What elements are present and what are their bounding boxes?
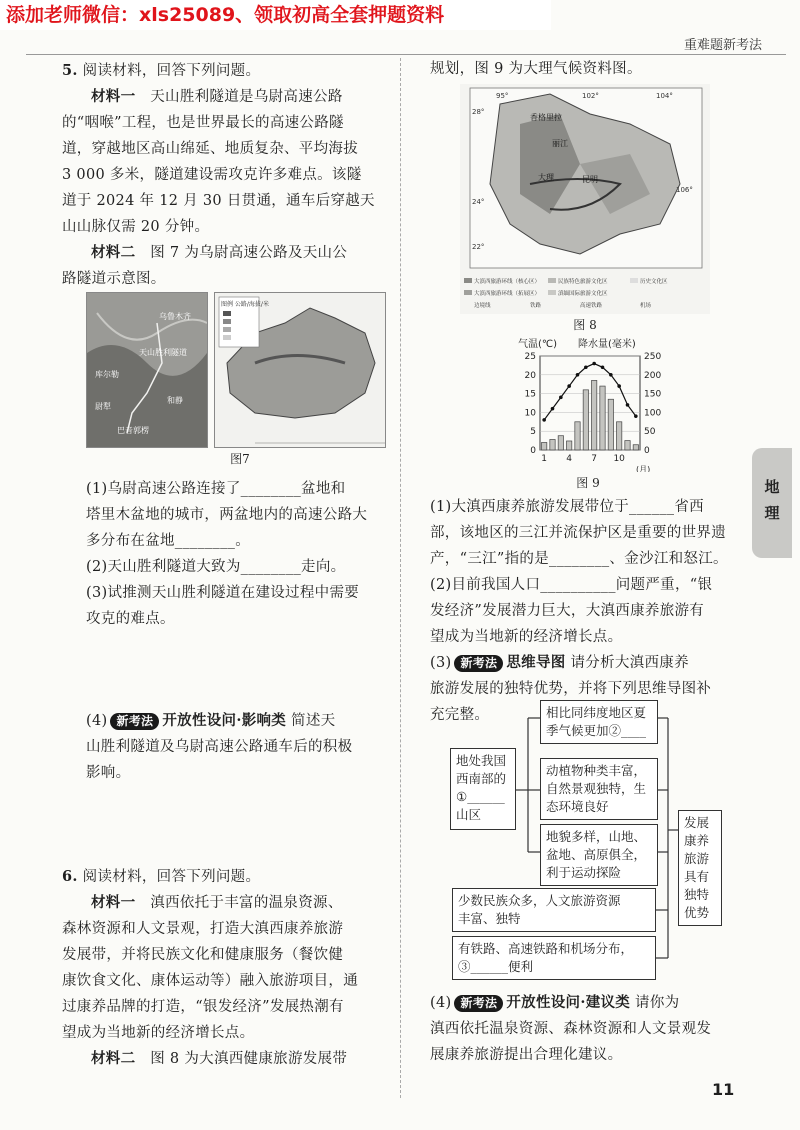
q5-subquestions [86, 476, 396, 632]
map-tick: 24° [472, 198, 485, 206]
figure-9-caption: 图 9 [576, 476, 600, 490]
figure-7-overview-image [215, 293, 385, 447]
temperature-point [576, 373, 580, 377]
map-tick: 95° [496, 92, 509, 100]
chart-ylabel-right: 降水量(毫米) [578, 339, 636, 350]
map-label: 和静 [167, 396, 183, 405]
figure-8-map [460, 84, 710, 314]
map-label: 天山胜利隧道 [139, 348, 187, 357]
q5-m1-line: 的“咽喉”工程，也是世界最长的高速公路隧 [62, 115, 344, 131]
mindmap-text: 独特 [684, 887, 710, 902]
question-5 [62, 58, 392, 292]
q6-sub3-type: 思维导图 [506, 654, 566, 671]
chart-ylabel-left: 气温(℃) [518, 339, 558, 350]
precipitation-bar [608, 399, 613, 450]
fig8-legend-item: 机场 [640, 303, 652, 309]
figure-7-terrain-image [87, 293, 207, 447]
q6-number: 6. [62, 868, 78, 885]
chart-ytick-right: 50 [644, 427, 656, 438]
precipitation-bar [542, 442, 547, 450]
map-label: 尉犁 [95, 402, 111, 411]
map-label: 大理 [538, 173, 554, 182]
mindmap-branch-landform [540, 824, 658, 886]
fig8-legend-item: 大滇西旅游环线（拓展区） [474, 291, 541, 297]
figure-7-caption: 图7 [230, 452, 250, 466]
temperature-point [542, 418, 546, 422]
q5-m1-line: 天山胜利隧道是乌尉高速公路 [150, 89, 343, 105]
precipitation-bar [592, 380, 597, 450]
mindmap-text: 利于运动探险 [546, 865, 622, 880]
map-label: 乌鲁木齐 [159, 312, 191, 321]
temperature-point [609, 373, 613, 377]
chart-xtick: 7 [591, 454, 598, 464]
precipitation-bar [633, 445, 638, 450]
temperature-point [634, 414, 638, 418]
q5-m1-line: 3 000 多米，隧道建设需攻克许多难点。该隧 [62, 167, 362, 183]
map-label: 巴音郭楞 [117, 426, 149, 435]
q5-sub4-line: 影响。 [86, 765, 131, 781]
mindmap-text: ①______ [456, 789, 505, 804]
chart-ytick-left: 0 [530, 446, 536, 456]
side-tab-char: 地 [764, 478, 780, 496]
temperature-point [617, 384, 621, 388]
precipitation-bar [567, 441, 572, 450]
new-method-badge: 新考法 [454, 995, 503, 1012]
q6-m1-line: 康饮食文化、康体运动等）融入旅游项目，通 [62, 973, 358, 989]
q6-sub4-line: 展康养旅游提出合理化建议。 [430, 1047, 623, 1063]
temperature-point [626, 403, 630, 407]
temperature-line [544, 364, 636, 420]
q5-material-2 [62, 240, 392, 266]
figure-9-climate-chart [500, 336, 680, 472]
chart-ytick-right: 250 [644, 352, 662, 362]
q6-sub1-line: 产，“三江”指的是________、金沙江和怒江。 [430, 551, 728, 567]
q5-stem [62, 58, 392, 84]
q6-sub4-type: 开放性设问·建议类 [506, 994, 631, 1011]
map-tick: 22° [472, 243, 485, 251]
q6-m2-label: 材料二 [91, 1050, 136, 1067]
q5-sub4 [86, 708, 396, 786]
mindmap-text: 季气候更加②____ [546, 723, 647, 738]
q5-sub4-type: 开放性设问·影响类 [162, 712, 287, 729]
mindmap-text: 丰富、独特 [458, 911, 521, 926]
temperature-point [584, 365, 588, 369]
chart-ytick-right: 0 [644, 446, 650, 456]
q6-m1-line: 过康养品牌的打造，“银发经济”发展热潮有 [62, 999, 344, 1015]
q5-m2-line: 路隧道示意图。 [62, 271, 166, 287]
chart-ytick-left: 10 [524, 408, 536, 419]
q6-sub2-line: (2)目前我国人口__________问题严重，“银 [430, 577, 713, 593]
figure-7-terrain-map [86, 292, 208, 448]
mindmap-text: 山区 [456, 807, 482, 822]
map-label: 香格里拉 [530, 113, 562, 122]
q6-sub2-line: 发经济”发展潜力巨大，大滇西康养旅游有 [430, 603, 705, 619]
q5-number: 5. [62, 62, 78, 79]
fig8-legend-item: 历史文化区 [640, 279, 668, 285]
mindmap-text: 旅游 [684, 851, 710, 866]
mindmap-text: 发展 [684, 815, 710, 830]
chart-xtick: 1 [541, 454, 548, 464]
precipitation-bar [600, 386, 605, 450]
chart-ytick-right: 150 [644, 389, 662, 400]
header-rule [26, 54, 786, 55]
map-tick: 102° [582, 92, 599, 100]
map-tick: 104° [656, 92, 673, 100]
q6-m1-line: 发展带，并将民族文化和健康服务（餐饮健 [62, 947, 344, 963]
fig8-legend-item: 大滇西旅游环线（核心区） [474, 279, 541, 285]
fig7-legend: 图例 公路/海拔/米 [221, 301, 269, 308]
fig8-legend-item: 滇缅国际旅游文化区 [558, 291, 608, 297]
q5-m2-line: 图 7 为乌尉高速公路及天山公 [150, 245, 348, 261]
mindmap-text: 盆地、高原俱全， [546, 847, 647, 862]
q5-m1-label: 材料一 [91, 88, 136, 105]
q5-m1-line: 道，穿越地区高山绵延、地质复杂、平均海拔 [62, 141, 358, 157]
temperature-point [592, 362, 596, 366]
new-method-badge: 新考法 [110, 713, 159, 730]
q5-material-1 [62, 84, 392, 110]
page-number: 11 [712, 1080, 735, 1099]
mindmap-left-node [450, 748, 516, 830]
header-section-title: 重难题新考法 [683, 38, 762, 53]
mindmap-right-node [678, 810, 722, 926]
q6-m1-line: 森林资源和人文景观，打造大滇西康养旅游 [62, 921, 344, 937]
mindmap-text: 少数民族众多，人文旅游资源 [458, 893, 621, 908]
subject-side-tab [752, 448, 792, 558]
precipitation-bar [583, 390, 588, 450]
chart-ytick-right: 200 [644, 370, 662, 381]
q6-m1-line: 望成为当地新的经济增长点。 [62, 1025, 255, 1041]
map-label: 昆明 [582, 175, 598, 184]
mindmap-text: 态环境良好 [546, 799, 609, 814]
q6-sub4-line: 滇西依托温泉资源、森林资源和人文景观发 [430, 1021, 712, 1037]
figure-8-image [460, 84, 710, 314]
map-label: 丽江 [552, 139, 568, 148]
mindmap-text: 地处我国 [456, 753, 507, 768]
side-tab-char: 理 [764, 504, 780, 522]
column-divider [400, 58, 401, 1098]
q6-m1-label: 材料一 [91, 894, 136, 911]
q6-sub3-line: 充完整。 [430, 707, 490, 723]
mindmap-text: 康养 [684, 833, 710, 848]
new-method-badge: 新考法 [454, 655, 503, 672]
precipitation-bar [625, 441, 630, 450]
fig8-legend-item: 民族特色旅游文化区 [558, 279, 608, 285]
q6-stem: 阅读材料，回答下列问题。 [82, 869, 261, 885]
q5-sub4-line: 简述天 [291, 713, 336, 729]
q5-sub1-line: 塔里木盆地的城市，两盆地内的高速公路大 [86, 507, 368, 523]
q5-m1-line: 山山脉仅需 20 分钟。 [62, 219, 210, 235]
mindmap-text: 自然景观独特，生 [546, 781, 647, 796]
q6-sub1-line: (1)大滇西康养旅游发展带位于______省西 [430, 499, 704, 515]
mindmap-text: 具有 [684, 869, 710, 884]
temperature-point [601, 365, 605, 369]
q5-sub3-line: 攻克的难点。 [86, 611, 175, 627]
q6-subquestions [430, 494, 750, 728]
mindmap-branch-transport [452, 936, 656, 980]
q5-m1-line: 道于 2024 年 12 月 30 日贯通，通车后穿越天 [62, 193, 375, 209]
q5-sub4-line: 山胜利隧道及乌尉高速公路通车后的积极 [86, 739, 353, 755]
q5-sub1-line: 多分布在盆地________。 [86, 533, 250, 549]
q6-sub3-line: 旅游发展的独特优势，并将下列思维导图补 [430, 681, 712, 697]
q5-sub1-line: (1)乌尉高速公路连接了________盆地和 [86, 481, 346, 497]
chart-plot-frame [540, 356, 640, 450]
chart-xlabel: (月) [636, 465, 651, 472]
climate-chart-svg [500, 336, 680, 472]
q6-sub4 [430, 990, 750, 1068]
q6-sub4-line: 请你为 [635, 995, 680, 1011]
q6-sub1-line: 部，该地区的三江并流保护区是重要的世界遗 [430, 525, 726, 541]
precipitation-bar [575, 422, 580, 450]
chart-xtick: 4 [566, 454, 573, 464]
chart-ytick-left: 15 [524, 389, 536, 400]
chart-ytick-left: 25 [524, 352, 536, 362]
mindmap-branch-ecology [540, 758, 658, 820]
map-label: 库尔勒 [95, 370, 119, 379]
question-6 [62, 864, 392, 1072]
mindmap-branch-culture [452, 888, 656, 932]
mindmap-text: 动植物种类丰富， [546, 763, 647, 778]
q5-stem-text: 阅读材料，回答下列问题。 [82, 63, 261, 79]
q6-sub3-line: 请分析大滇西康养 [570, 655, 689, 671]
q6-m1-line: 滇西依托于丰富的温泉资源、 [150, 895, 343, 911]
chart-xtick: 10 [613, 454, 625, 464]
precipitation-bar [558, 436, 563, 450]
mindmap-text: ③______便利 [458, 959, 534, 974]
mindmap-branch-climate [540, 700, 658, 744]
figure-8-caption: 图 8 [573, 318, 597, 332]
fig8-legend-item: 铁路 [530, 303, 542, 309]
temperature-point [559, 396, 563, 400]
q6-continued-line: 规划，图 9 为大理气候资料图。 [430, 61, 642, 77]
temperature-point [551, 407, 555, 411]
q5-m2-label: 材料二 [91, 244, 136, 261]
q6-sub3-prefix: (3) [430, 655, 452, 671]
map-tick: 106° [676, 186, 693, 194]
q5-sub3-line: (3)试推测天山胜利隧道在建设过程中需要 [86, 585, 360, 601]
q6-sub2-line: 望成为当地新的经济增长点。 [430, 629, 623, 645]
mindmap-text: 优势 [684, 905, 710, 920]
temperature-point [567, 384, 571, 388]
q6-sub4-prefix: (4) [430, 995, 452, 1011]
chart-ytick-left: 20 [524, 370, 536, 381]
q5-sub2: (2)天山胜利隧道大致为________走向。 [86, 559, 346, 575]
precipitation-bar [617, 422, 622, 450]
chart-ytick-left: 5 [530, 427, 536, 438]
precipitation-bar [550, 439, 555, 450]
fig8-legend-item: 边境线 [474, 303, 491, 309]
map-tick: 28° [472, 108, 485, 116]
chart-ytick-right: 100 [644, 408, 662, 419]
q5-sub4-prefix: (4) [86, 713, 108, 729]
mindmap-text: 地貌多样，山地、 [546, 829, 647, 844]
mindmap-text: 相比同纬度地区夏 [546, 705, 647, 720]
mindmap-text: 有铁路、高速铁路和机场分布， [458, 941, 634, 956]
promo-banner: 添加老师微信：xls25089、领取初高全套押题资料 [0, 0, 551, 30]
fig8-legend-item: 高速铁路 [580, 303, 603, 309]
q6-m2-line: 图 8 为大滇西健康旅游发展带 [150, 1051, 348, 1067]
mindmap-text: 西南部的 [456, 771, 507, 786]
figure-7-xinjiang-map [214, 292, 386, 448]
